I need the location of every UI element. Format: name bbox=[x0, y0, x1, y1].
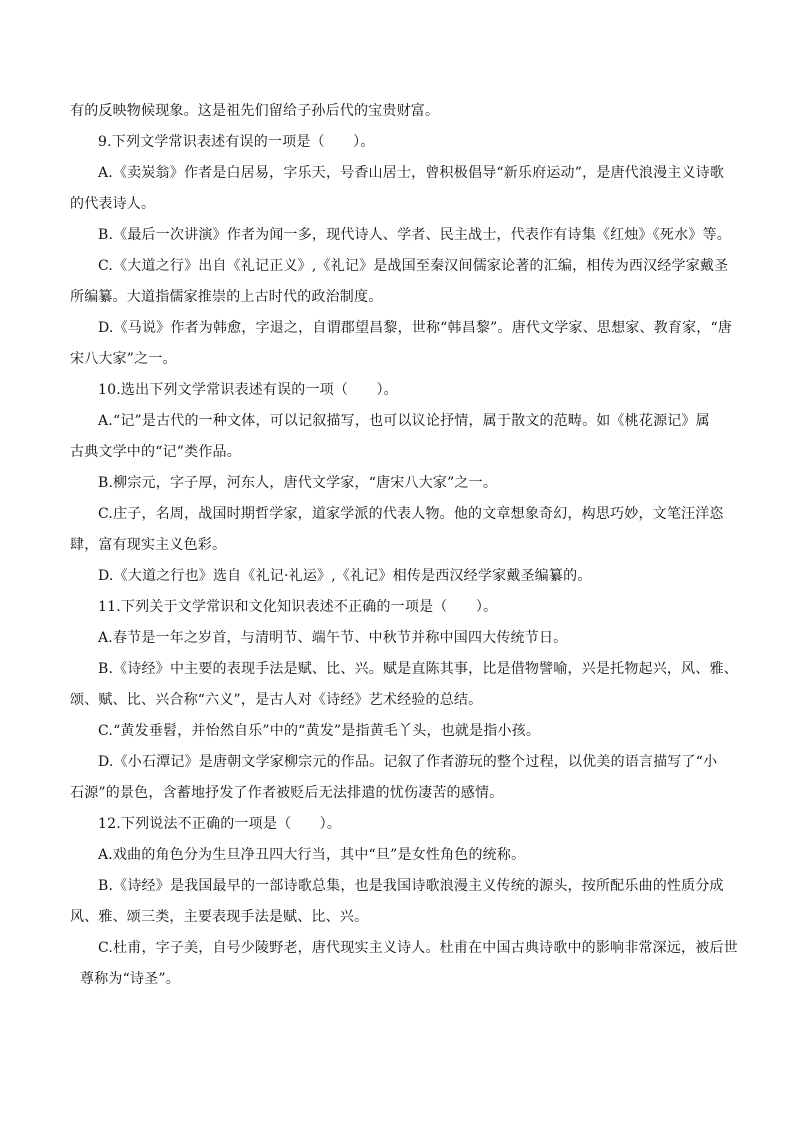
question-9-option-a-cont: 的代表诗人。 bbox=[70, 196, 156, 212]
question-11-option-c: C.“黄发垂髫，并怡然自乐”中的“黄发”是指黄毛丫头，也就是指小孩。 bbox=[98, 723, 541, 739]
question-9-option-d-cont: 宋八大家”之一。 bbox=[70, 351, 177, 367]
question-10-option-b: B.柳宗元，字子厚，河东人，唐代文学家，“唐宋八大家”之一。 bbox=[98, 475, 498, 491]
question-9-option-b: B.《最后一次讲演》作者为闻一多，现代诗人、学者、民主战士，代表作有诗集《红烛》《死水》等。 bbox=[98, 227, 731, 243]
question-12-option-a: A.戏曲的角色分为生旦净丑四大行当，其中“旦”是女性角色的统称。 bbox=[98, 847, 526, 863]
question-10-option-a: A.“记”是古代的一种文体，可以记叙描写，也可以议论抒情，属于散文的范畴。如《桃花源记》属 bbox=[98, 413, 710, 429]
question-12-stem: 12.下列说法不正确的一项是（ ）。 bbox=[98, 816, 342, 832]
question-12-option-b-cont: 风、雅、颂三类，主要表现手法是赋、比、兴。 bbox=[70, 909, 369, 925]
question-10-option-d: D.《大道之行也》选自《礼记·礼运》,《礼记》相传是西汉经学家戴圣编纂的。 bbox=[98, 568, 592, 584]
question-10-stem: 10.选出下列文学常识表述有误的一项（ ）。 bbox=[98, 382, 398, 398]
question-9-stem: 9.下列文学常识表述有误的一项是（ ）。 bbox=[98, 134, 375, 150]
question-11-option-a: A.春节是一年之岁首，与清明节、端午节、中秋节并称中国四大传统节日。 bbox=[98, 630, 568, 646]
question-11-option-b-cont: 颂、赋、比、兴合称“六义”，是古人对《诗经》艺术经验的总结。 bbox=[70, 692, 483, 708]
question-10-option-c-cont: 肆，富有现实主义色彩。 bbox=[70, 537, 227, 553]
question-11-option-d-cont: 石源”的景色，含蓄地抒发了作者被贬后无法排遣的忧伤凄苦的感情。 bbox=[70, 785, 504, 801]
question-9-option-a: A.《卖炭翁》作者是白居易，字乐天，号香山居士，曾积极倡导“新乐府运动”，是唐代浪漫主义诗歌 bbox=[98, 165, 725, 181]
question-10-option-c: C.庄子，名周，战国时期哲学家，道家学派的代表人物。他的文章想象奇幻，构思巧妙，文笔汪洋恣 bbox=[98, 506, 724, 522]
question-11-stem: 11.下列关于文学常识和文化知识表述不正确的一项是（ ）。 bbox=[98, 599, 498, 615]
question-9-option-c-cont: 所编纂。大道指儒家推崇的上古时代的政治制度。 bbox=[70, 289, 383, 305]
question-10-option-a-cont: 古典文学中的“记”类作品。 bbox=[70, 444, 241, 460]
question-12-option-b: B.《诗经》是我国最早的一部诗歌总集，也是我国诗歌浪漫主义传统的源头，按所配乐曲的性质分成 bbox=[98, 878, 724, 894]
question-11-option-b: B.《诗经》中主要的表现手法是赋、比、兴。赋是直陈其事，比是借物譬喻，兴是托物起兴，风、雅、 bbox=[98, 661, 738, 677]
document-page bbox=[70, 96, 738, 995]
paragraph-continuation: 有的反映物候现象。这是祖先们留给子孙后代的宝贵财富。 bbox=[70, 103, 440, 119]
question-9-option-d: D.《马说》作者为韩愈，字退之，自谓郡望昌黎，世称“韩昌黎”。唐代文学家、思想家、教育家，“唐 bbox=[98, 320, 733, 336]
question-9-option-c: C.《大道之行》出自《礼记正义》,《礼记》是战国至秦汉间儒家论著的汇编，相传为西汉经学家戴圣 bbox=[98, 258, 729, 274]
question-12-option-c-cont: 尊称为“诗圣”。 bbox=[80, 971, 180, 987]
question-12-option-c: C.杜甫，字子美，自号少陵野老，唐代现实主义诗人。杜甫在中国古典诗歌中的影响非常深远，被后世 bbox=[98, 940, 738, 956]
question-11-option-d: D.《小石潭记》是唐朝文学家柳宗元的作品。记叙了作者游玩的整个过程，以优美的语言描写了“小 bbox=[98, 754, 718, 770]
